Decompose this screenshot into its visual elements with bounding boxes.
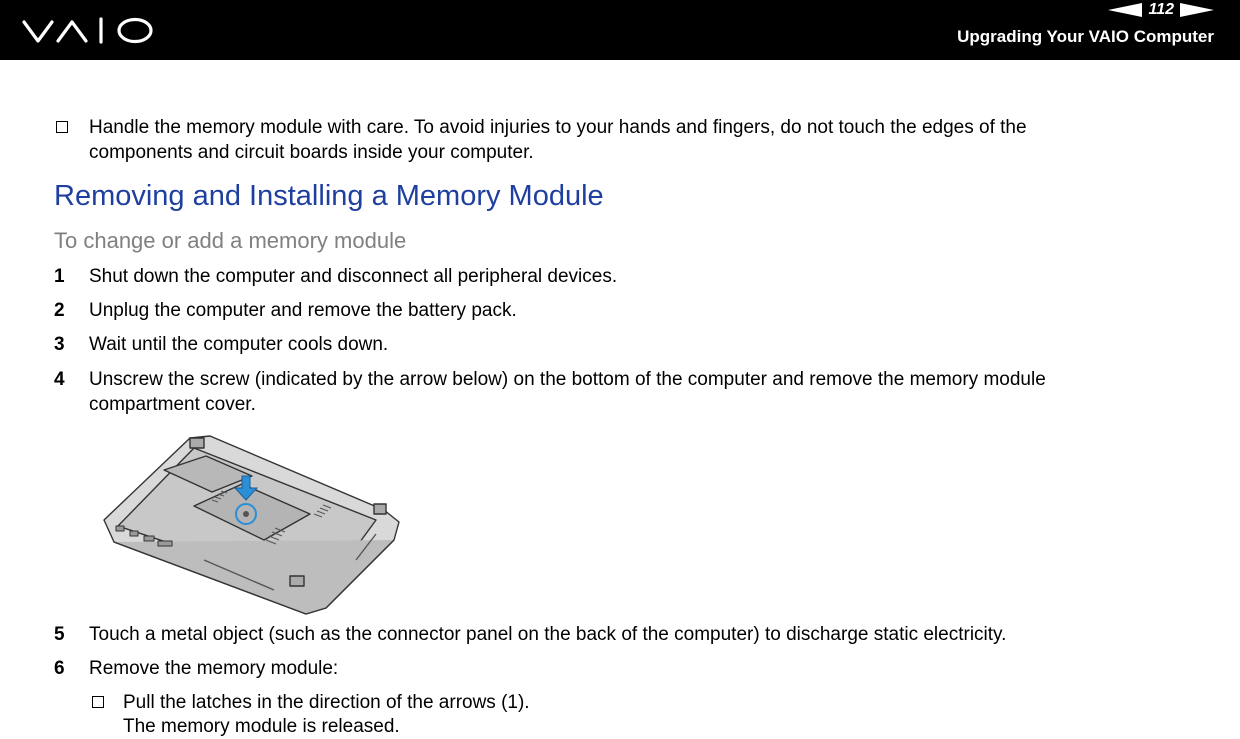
step-text-continued: compartment cover. (89, 394, 256, 415)
sub-bullet-line-1: Pull the latches in the direction of the arrows (1). (123, 692, 530, 713)
page-navigation (1108, 0, 1214, 20)
vaio-logo (22, 14, 157, 46)
section-heading: Removing and Installing a Memory Module (54, 180, 604, 212)
step-number: 1 (54, 266, 65, 287)
step-number: 6 (54, 658, 65, 679)
step-text: Touch a metal object (such as the connector panel on the back of the computer) to discharge static electricity. (89, 624, 1007, 645)
step-text: Wait until the computer cools down. (89, 334, 389, 355)
sub-bullet-checkbox-icon (92, 696, 104, 708)
section-title: Upgrading Your VAIO Computer (957, 27, 1214, 46)
step-number: 4 (54, 369, 65, 390)
step-number: 2 (54, 300, 65, 321)
previous-page-arrow-icon[interactable] (1108, 3, 1142, 17)
page-number: 112 (1148, 1, 1174, 18)
next-page-arrow-icon[interactable] (1180, 3, 1214, 17)
step-text: Shut down the computer and disconnect all peripheral devices. (89, 266, 618, 287)
step-number: 5 (54, 624, 65, 645)
step-text: Unplug the computer and remove the battery pack. (89, 300, 517, 321)
bullet-line-2: components and circuit boards inside your computer. (89, 142, 534, 163)
laptop-bottom-illustration (94, 430, 404, 616)
step-text: Remove the memory module: (89, 658, 339, 679)
procedure-subheading: To change or add a memory module (54, 228, 407, 253)
step-number: 3 (54, 334, 65, 355)
bullet-checkbox-icon (56, 121, 68, 133)
bullet-line-1: Handle the memory module with care. To avoid injuries to your hands and fingers, do not touch the edges of the (89, 117, 1027, 138)
page-header (0, 0, 1240, 60)
sub-bullet-line-2: The memory module is released. (123, 716, 400, 737)
step-text: Unscrew the screw (indicated by the arrow below) on the bottom of the computer and remove the memory module (89, 369, 1046, 390)
